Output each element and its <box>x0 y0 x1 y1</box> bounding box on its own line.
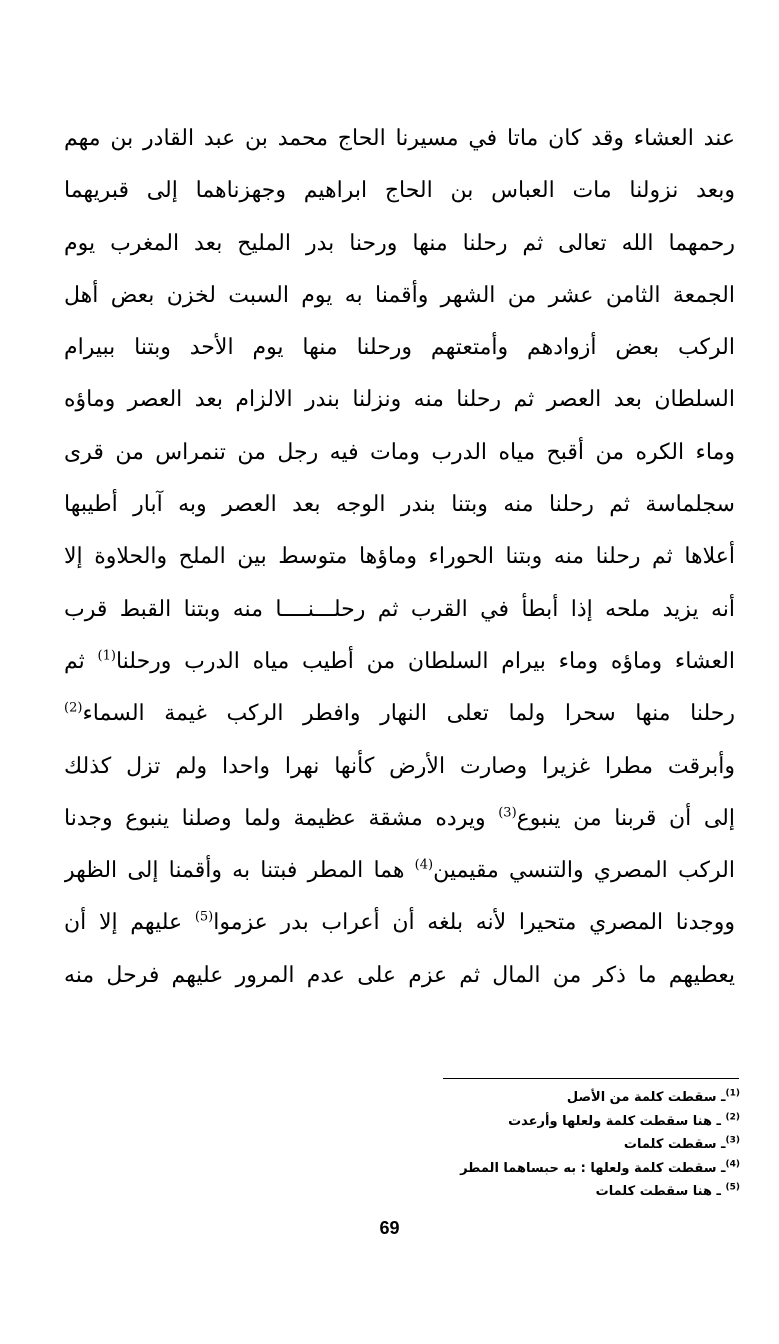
text-line <box>64 741 735 793</box>
text-run: الركب بعض أزوادهم وأمتعتهم ورحلنا منها يوم الأحد وبتنا ببيرام <box>64 335 735 361</box>
text-line <box>64 218 735 270</box>
footnote-ref: (5) <box>194 910 214 926</box>
footnote-separator <box>443 1078 739 1079</box>
text-run: هما المطر فبتنا به وأقمنا إلى الظهر <box>64 858 415 884</box>
text-run: وماء الكره من أقبح مياه الدرب ومات فيه رجل من تنمراس من قرى <box>64 439 735 465</box>
footnote-text: ـ سقطت كلمات <box>623 1137 726 1152</box>
text-line <box>64 374 735 426</box>
footnote-number: (3) <box>725 1135 740 1146</box>
text-run: السلطان بعد العصر ثم رحلنا منه ونزلنا بندر الالزام بعد العصر وماؤه <box>64 387 735 413</box>
text-line <box>64 270 735 322</box>
text-run: الركب المصري والتنسي مقيمين <box>433 858 735 884</box>
text-line <box>64 322 735 374</box>
page-number: 69 <box>379 1218 400 1238</box>
text-line <box>64 950 735 1002</box>
text-run: وأبرقت مطرا غزيرا وصارت الأرض كأنها نهرا واحدا ولم تزل كذلك <box>64 753 735 779</box>
footnote-ref: (2) <box>64 700 83 716</box>
footnote <box>300 1110 740 1134</box>
text-run: إلى أن قربنا من ينبوع <box>516 805 735 831</box>
text-line <box>64 793 735 845</box>
text-run: رحمهما الله تعالى ثم رحلنا منها ورحنا بدر المليح بعد المغرب يوم <box>64 230 735 256</box>
text-run: ثم <box>64 648 98 674</box>
text-run: أعلاها ثم رحلنا منه وبتنا الحوراء وماؤها متوسط بين الملح والحلاوة إلا <box>64 544 735 570</box>
footnote-text: ـ هنا سقطت كلمة ولعلها وأرعدت <box>508 1113 726 1129</box>
text-line <box>64 688 735 740</box>
footnote <box>300 1086 740 1110</box>
text-run: ويرده مشقة عظيمة ولما وصلنا ينبوع وجدنا <box>64 805 499 831</box>
text-run: الجمعة الثامن عشر من الشهر وأقمنا به يوم السبت لخزن بعض أهل <box>64 282 735 308</box>
body-text <box>64 113 735 1002</box>
text-run: عند العشاء وقد كان ماتا في مسيرنا الحاج محمد بن عبد القادر بن مهم <box>64 126 735 151</box>
text-line <box>64 479 735 531</box>
footnote-number: (1) <box>725 1088 740 1099</box>
footnote-ref: (3) <box>498 805 517 821</box>
footnote-text: ـ سقطت كلمة من الأصل <box>566 1090 726 1105</box>
footnote <box>300 1133 740 1157</box>
text-line <box>64 897 735 949</box>
text-line <box>64 636 735 688</box>
text-run: رحلنا منها سحرا ولما تعلى النهار وافطر الركب غيمة السماء <box>82 701 735 727</box>
footnote-ref: (1) <box>97 648 116 664</box>
text-run: سجلماسة ثم رحلنا منه وبتنا بندر الوجه بعد العصر وبه آبار أطيبها <box>64 492 735 518</box>
footnote-text: ـ سقطت كلمة ولعلها : به حبساهما المطر <box>460 1160 726 1176</box>
text-line <box>64 427 735 479</box>
footnote <box>300 1180 740 1204</box>
text-line <box>64 845 735 897</box>
text-run: عليهم إلا أن <box>64 910 195 936</box>
footnote-number: (4) <box>725 1159 740 1170</box>
text-line <box>64 531 735 583</box>
footnote-ref: (4) <box>414 857 434 873</box>
text-run: ووجدنا المصري متحيرا لأنه بلغه أن أعراب بدر عزموا <box>213 910 735 936</box>
footnotes <box>300 1086 740 1204</box>
text-line <box>64 584 735 636</box>
footnote-number: (5) <box>725 1182 740 1193</box>
text-run: العشاء وماؤه وماء بيرام السلطان من أطيب مياه الدرب ورحلنا <box>115 648 735 674</box>
text-line <box>64 113 735 165</box>
text-line <box>64 165 735 217</box>
text-run: وبعد نزولنا مات العباس بن الحاج ابراهيم وجهزناهما إلى قبريهما <box>64 178 735 204</box>
footnote <box>300 1157 740 1181</box>
text-run: يعطيهم ما ذكر من المال ثم عزم على عدم المرور عليهم فرحل منه <box>64 962 735 988</box>
footnote-number: (2) <box>725 1112 740 1123</box>
text-run: أنه يزيد ملحه إذا أبطأ في القرب ثم رحلـــنــــا منه وبتنا القبط قرب <box>64 596 735 622</box>
footnote-text: ـ هنا سقطت كلمات <box>595 1184 726 1199</box>
